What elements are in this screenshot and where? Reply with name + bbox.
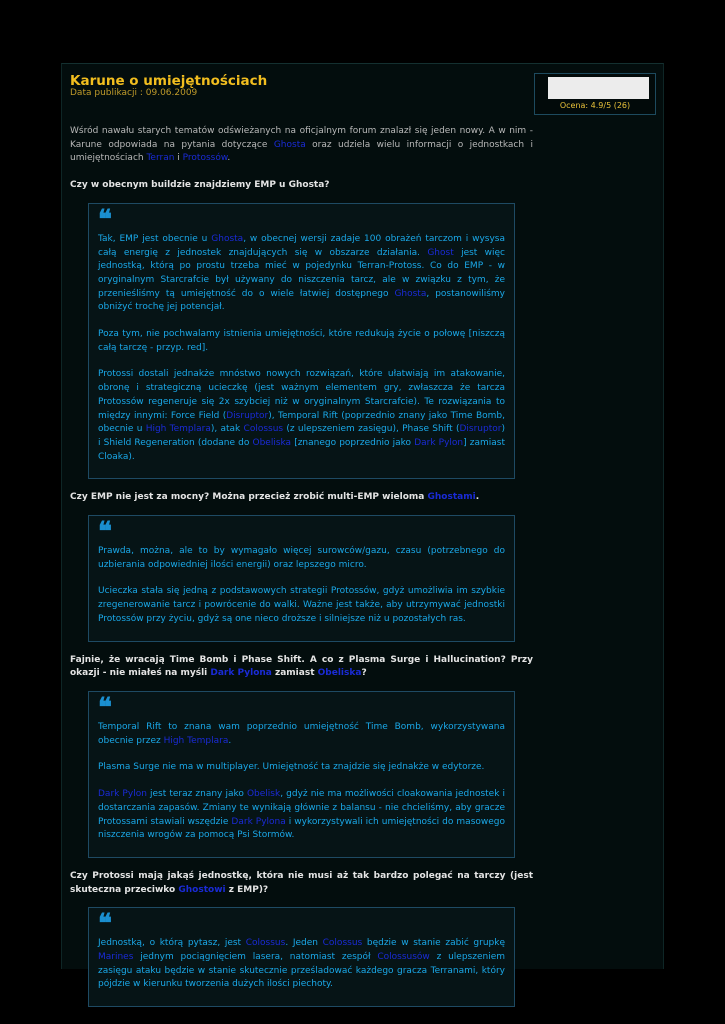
answer-quote bbox=[88, 907, 515, 1007]
quote-mark-icon: ❝ bbox=[98, 517, 110, 548]
question-heading bbox=[70, 870, 533, 897]
text-run: Czy w obecnym buildzie znajdziemy EMP u Ghosta? bbox=[70, 180, 330, 191]
quote-mark-icon: ❝ bbox=[98, 692, 110, 723]
inline-link[interactable]: High Templara bbox=[163, 735, 229, 746]
inline-link[interactable]: Ghostowi bbox=[178, 884, 226, 895]
text-run: Tak, EMP jest obecnie u bbox=[98, 233, 212, 244]
text-run: Ucieczka stała się jedną z podstawowych strategii Protossów, gdyż umożliwia im szybkie zregenerowanie tarcz i powrócenie do walki. Ważne jest także, aby utrzymywać jednostki Protossów przy życiu, gdyż są one nieco droższe i silniejsze niż u pozostałych ras. bbox=[98, 586, 505, 624]
text-run: z EMP)? bbox=[225, 884, 269, 895]
text-run: Jednostką, o którą pytasz, jest bbox=[98, 938, 246, 949]
text-run: zamiast bbox=[271, 668, 318, 679]
article-panel bbox=[61, 63, 664, 990]
text-run: Poza tym, nie pochwalamy istnienia umiejętności, które redukują życie o połowę [niszczą całą tarczę - przyp. red]. bbox=[98, 329, 505, 353]
answer-quote bbox=[88, 203, 515, 480]
text-run: Plasma Surge nie ma w multiplayer. Umiejętność ta znajdzie się jednakże w edytorze. bbox=[98, 762, 485, 773]
answer-paragraph bbox=[98, 233, 505, 315]
article-content bbox=[70, 125, 533, 1019]
inline-link[interactable]: Ghostami bbox=[427, 492, 476, 503]
answer-paragraph bbox=[98, 328, 505, 355]
text-run: . bbox=[228, 735, 232, 746]
rating-stars-widget[interactable] bbox=[548, 77, 649, 99]
inline-link[interactable]: Colossusów bbox=[377, 952, 430, 963]
inline-link[interactable]: Marines bbox=[98, 952, 134, 963]
inline-link[interactable]: Dark Pylon bbox=[98, 789, 147, 800]
inline-link[interactable]: Terran bbox=[146, 153, 175, 164]
inline-link[interactable]: Obelisk bbox=[246, 789, 281, 800]
text-run: . bbox=[227, 153, 231, 164]
inline-link[interactable]: Protossów bbox=[182, 153, 228, 164]
answer-paragraph bbox=[98, 585, 505, 626]
inline-link[interactable]: Obeliska bbox=[252, 437, 292, 448]
text-run: . bbox=[475, 492, 480, 503]
inline-link[interactable]: Ghosta bbox=[211, 233, 244, 244]
text-run: [znanego poprzednio jako bbox=[291, 437, 415, 448]
answer-paragraph bbox=[98, 761, 505, 775]
text-run: (z ulepszeniem zasięgu), Phase Shift ( bbox=[283, 424, 460, 435]
quote-mark-icon: ❝ bbox=[98, 909, 110, 940]
article-title: Karune o umiejętnościach bbox=[70, 73, 268, 89]
inline-link[interactable]: Dark Pylona bbox=[210, 668, 272, 679]
inline-link[interactable]: Colossus bbox=[245, 938, 286, 949]
text-run: Wśród nawału starych tematów odświeżanych na oficjalnym forum znalazł się jeden nowy. A w nim - Karune odpowiada na pytania dotyczące bbox=[70, 126, 533, 150]
inline-link[interactable]: Obeliska bbox=[317, 668, 362, 679]
question-heading bbox=[70, 654, 533, 681]
text-run: i wykorzystywali ich umiejętności do masowego niszczenia wrogów za pomocą Psi Stormów. bbox=[98, 816, 506, 841]
publication-date: Data publikacji : 09.06.2009 bbox=[70, 88, 198, 98]
text-run: ? bbox=[361, 668, 367, 679]
text-run: jednym pociągnięciem lasera, natomiast zespół bbox=[133, 952, 378, 963]
text-run: jest więc jednostką, którą po prostu trzeba mieć w pojedynku Terran-Protoss. Co do EMP - w oryginalnym Starcrafcie był używany do niszczenia tarcz, ale w związku z tym, że przenieśliśmy tą umiejętność do o wiele łatwiej dostępnego bbox=[98, 247, 505, 299]
rating-text: Ocena: 4.9/5 (26) bbox=[559, 101, 631, 110]
inline-link[interactable]: Colossus bbox=[243, 424, 284, 435]
quote-mark-icon: ❝ bbox=[98, 204, 110, 235]
answer-paragraph bbox=[98, 368, 505, 464]
text-run: , gdyż nie ma możliwości cloakowania jednostek i dostarczania zapasów. Zmiany te wynikają głównie z balansu - nie chcieliśmy, aby gracze Protossami stawiali wszędzie bbox=[98, 789, 505, 827]
text-run: ] zamiast Cloaka). bbox=[98, 437, 505, 462]
question-heading bbox=[70, 179, 533, 193]
text-run: z ulepszeniem zasięgu ataku będzie w stanie skutecznie prześladować każdego gracza Terranami, który pójdzie w kierunku tworzenia dużych ilości piechoty. bbox=[98, 952, 505, 990]
text-run: Czy Protossi mają jakąś jednostkę, która nie musi aż tak bardzo polegać na tarczy (jest skuteczna przeciwko bbox=[70, 870, 533, 895]
answer-paragraph bbox=[98, 545, 505, 572]
inline-link[interactable]: Dark Pylon bbox=[414, 437, 464, 448]
rating-box bbox=[534, 73, 656, 115]
text-run: ), atak bbox=[210, 424, 244, 435]
text-run: . Jeden bbox=[285, 938, 323, 949]
answer-paragraph bbox=[98, 788, 505, 843]
question-heading bbox=[70, 491, 533, 505]
inline-link[interactable]: Dark Pylona bbox=[231, 816, 286, 827]
intro-paragraph bbox=[70, 125, 533, 166]
text-run: Fajnie, że wracają Time Bomb i Phase Shift. A co z Plasma Surge i Hallucination? Przy okazji - nie miałeś na myśli bbox=[70, 654, 533, 679]
text-run: Czy EMP nie jest za mocny? Można przecież zrobić multi-EMP wieloma bbox=[70, 492, 428, 503]
inline-link[interactable]: Disruptor bbox=[226, 410, 269, 421]
text-run: i bbox=[174, 153, 183, 164]
qa-sections bbox=[70, 179, 533, 1007]
inline-link[interactable]: Ghost bbox=[427, 247, 454, 258]
text-run: Prawda, można, ale to by wymagało więcej surowców/gazu, czasu (potrzebnego do uzbierania odpowiedniej ilości energii) oraz lepszego micro. bbox=[98, 546, 505, 570]
text-run: , postanowiliśmy obniżyć trochę jej potencjał. bbox=[98, 288, 505, 313]
text-run: ), Temporal Rift (poprzednio znany jako Time Bomb, obecnie u bbox=[98, 410, 505, 435]
inline-link[interactable]: Ghosta bbox=[273, 139, 306, 150]
text-run: jest teraz znany jako bbox=[146, 789, 247, 800]
text-run: będzie w stanie zabić grupkę bbox=[362, 938, 505, 949]
answer-paragraph bbox=[98, 937, 505, 992]
text-run: Temporal Rift to znana wam poprzednio umiejętność Time Bomb, wykorzystywana obecnie przez bbox=[98, 721, 505, 746]
inline-link[interactable]: Disruptor bbox=[459, 424, 502, 435]
text-run: oraz udziela wielu informacji o jednostkach i umiejętnościach bbox=[70, 139, 533, 164]
answer-quote bbox=[88, 691, 515, 858]
inline-link[interactable]: High Templara bbox=[145, 424, 211, 435]
answer-quote bbox=[88, 515, 515, 642]
text-run: , w obecnej wersji zadaje 100 obrażeń tarczom i wysysa całą energię z jednostek znajdujących się w obszarze działania. bbox=[98, 233, 506, 258]
inline-link[interactable]: Ghosta bbox=[394, 288, 427, 299]
answer-paragraph bbox=[98, 721, 505, 748]
text-run: ) i Shield Regeneration (dodane do bbox=[98, 424, 505, 448]
text-run: Protossi dostali jednakże mnóstwo nowych rozwiązań, które ułatwiają im atakowanie, obronę i strategiczną ucieczkę (jest ważnym elementem gry, zwłaszcza że tarcza Protossów regeneruje się 2x szybciej niż w oryginalnym Starcrafcie). Te rozwiązania to między innymi: Force Field ( bbox=[98, 369, 505, 421]
inline-link[interactable]: Colossus bbox=[322, 938, 363, 949]
